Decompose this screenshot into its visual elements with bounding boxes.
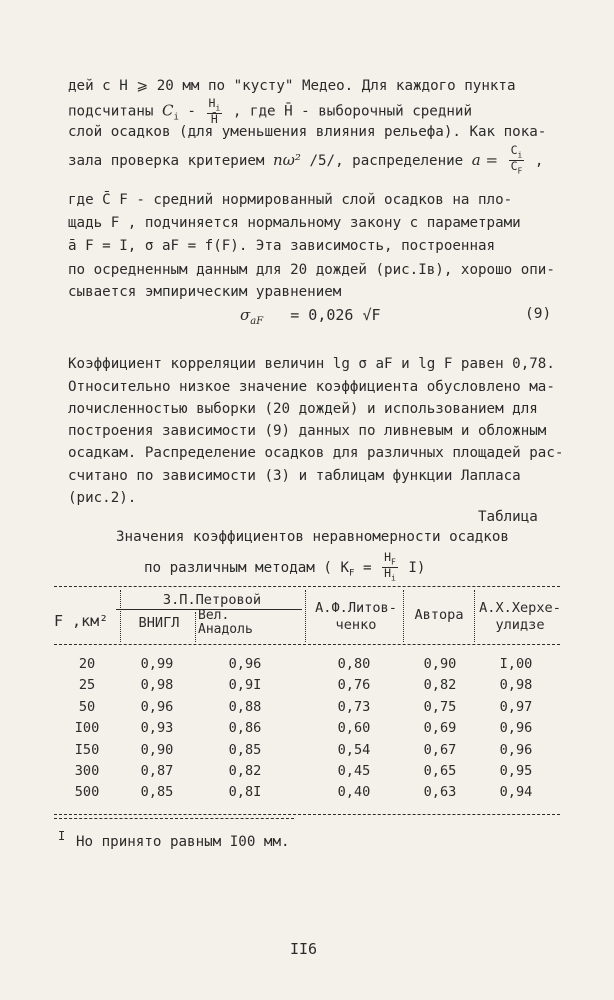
table-cell-value: 0,95 (499, 763, 533, 779)
table-cell-area: 20 (78, 656, 96, 672)
table-label: Таблица (478, 509, 538, 525)
sigma-subscript: aF (250, 316, 264, 327)
table-cell-area: 25 (78, 677, 96, 694)
text-fragment: , (526, 152, 544, 169)
table-cell-value: 0,98 (140, 677, 174, 694)
paragraph2-line7: (рис.2). (68, 490, 137, 506)
table-cell-area: 50 (78, 698, 96, 715)
table-cell-value: 0,40 (337, 784, 371, 801)
equation-9 (240, 306, 381, 327)
text-fragment: зала проверка критерием (68, 152, 273, 169)
table-cell-value: 0,67 (423, 741, 457, 758)
paragraph1-line8: по осредненным данным для 20 дождей (рис.Iв), хорошо опи- (68, 262, 555, 278)
table-cell-value: 0,94 (499, 784, 533, 801)
table-cell-value: 0,88 (228, 698, 262, 715)
table-cell-area: I50 (74, 741, 100, 758)
header-bottom-rule (54, 644, 560, 645)
footnote-text: Но принято равным I00 мм. (76, 834, 290, 850)
paragraph2-line4: построения зависимости (9) данных по ливневым и обложным (68, 423, 547, 439)
table-cell-area: 300 (74, 763, 100, 779)
a-symbol: a = (471, 150, 499, 169)
header-area: F ,км² (54, 612, 109, 630)
table-bottom-rule (54, 814, 560, 815)
text-fragment: подсчитаны (68, 103, 162, 120)
fraction-denominator: H̄ (210, 112, 218, 127)
header-author: Автора (414, 607, 464, 623)
footnote-ref: I) (399, 559, 426, 576)
paragraph1-line1: дей с H ⩾ 20 мм по "кусту" Медео. Для каждого пункта (68, 78, 516, 94)
paragraph1-line5: где C̄ F - средний нормированный слой осадков на пло- (68, 192, 513, 208)
header-litov-line1: А.Ф.Литов- (315, 600, 397, 616)
table-cell-value: 0,75 (423, 698, 457, 715)
header-anadol: Анадоль (198, 622, 253, 637)
table-cell-value: 0,85 (228, 741, 262, 758)
table-cell-value: 0,96 (140, 698, 174, 715)
table-cell-value: 0,69 (423, 720, 457, 737)
table-cell-value: 0,90 (423, 656, 457, 672)
header-vel-anadol (198, 609, 298, 637)
header-vnigl: ВНИГЛ (138, 615, 180, 631)
header-separator (120, 590, 121, 642)
table-cell-value: 0,98 (499, 677, 533, 694)
table-cell-value: 0,96 (228, 656, 262, 672)
paragraph1-line9: сывается эмпирическим уравнением (68, 284, 342, 300)
table-cell-value: 0,96 (499, 720, 533, 737)
table-cell-value: 0,9I (228, 677, 262, 694)
header-separator (305, 590, 306, 642)
ci-over-cf-fraction (509, 145, 525, 177)
table-cell-value: 0,80 (337, 656, 371, 672)
table-cell-value: 0,96 (499, 741, 533, 758)
ci-symbol: C (161, 101, 174, 120)
text-fragment: по различным методам ( K (144, 559, 349, 576)
fraction-numerator: $H_i$ (208, 96, 221, 113)
equals-sign: = (354, 559, 372, 576)
paragraph1-line3: слой осадков (для уменьшения влияния рельефа). Как пока- (68, 124, 547, 140)
criterion-symbol: nω² (273, 150, 301, 169)
table-cell-value: 0,86 (228, 720, 262, 737)
header-litov-line2: ченко (335, 617, 377, 633)
table-cell-value: 0,65 (423, 763, 457, 779)
table-cell-value: 0,85 (140, 784, 174, 801)
footnote-mark: I (58, 829, 66, 843)
footnote-rule (54, 818, 294, 819)
table-cell-value: 0,45 (337, 763, 371, 779)
sigma-symbol: σ (240, 306, 251, 324)
table-cell-value: 0,82 (228, 763, 262, 779)
table-title-line1: Значения коэффициентов неравномерности осадков (116, 529, 509, 545)
table-cell-value: 0,90 (140, 741, 174, 758)
header-kherkh-line2: улидзе (495, 617, 545, 633)
table-cell-value: 0,97 (499, 698, 533, 715)
page-number: II6 (290, 940, 318, 958)
header-separator (474, 590, 475, 642)
paragraph1-line4 (68, 145, 558, 177)
header-kherkheulidze (476, 600, 564, 634)
table-cell-value: 0,73 (337, 698, 371, 715)
header-separator (195, 612, 196, 642)
table-cell-value: 0,82 (423, 677, 457, 694)
paragraph2-line6: считано по зависимости (3) и таблицам функции Лапласа (68, 468, 521, 484)
header-litovchenko (308, 600, 404, 634)
kf-subscript: F (349, 568, 355, 579)
table-top-rule (54, 586, 560, 587)
table-cell-value: 0,87 (140, 763, 174, 779)
table-cell-value: 0,93 (140, 720, 174, 737)
table-cell-value: 0,60 (337, 720, 371, 737)
paragraph1-line6: щадь F , подчиняется нормальному закону с параметрами (68, 215, 521, 231)
equation-number: (9) (525, 306, 552, 322)
paragraph1-line7: ā F = I, σ aF = f(F). Эта зависимость, построенная (68, 238, 496, 254)
header-vel: Вел. (198, 608, 230, 623)
table-cell-value: I,00 (499, 656, 533, 672)
paragraph2-line3: лочисленностью выборки (20 дождей) и использованием для (68, 401, 538, 417)
table-cell-value: 0,54 (337, 741, 371, 758)
ci-subscript: i (173, 112, 179, 123)
paragraph2-line1: Коэффициент корреляции величин lg σ aF и lg F равен 0,78. (68, 356, 555, 372)
table-cell-value: 0,99 (140, 656, 174, 672)
table-cell-area: I00 (74, 720, 100, 737)
header-group-petrova: З.П.Петровой (162, 592, 262, 608)
table-cell-value: 0,76 (337, 677, 371, 694)
equation-rhs: = 0,026 √F (290, 306, 381, 324)
fraction-denominator: $C_F$ (510, 159, 523, 176)
fraction-numerator: $C_i$ (510, 143, 523, 160)
minus-sign: - (178, 103, 196, 120)
table-cell-area: 500 (74, 784, 100, 801)
text-fragment: , где H̄ - выборочный средний (232, 103, 472, 120)
fraction-numerator: $H_F$ (384, 550, 396, 567)
table-cell-value: 0,8I (228, 784, 262, 801)
paragraph2-line5: осадкам. Распределение осадков для различных площадей рас- (68, 445, 564, 461)
table-cell-value: 0,63 (423, 784, 457, 801)
table-title-line2 (144, 552, 544, 584)
fraction-denominator: $H_i$ (384, 566, 396, 583)
header-kherkh-line1: А.Х.Херхе- (479, 600, 561, 616)
paragraph2-line2: Относительно низкое значение коэффициента обусловлено ма- (68, 379, 555, 395)
hf-over-hi-fraction (382, 552, 398, 584)
text-fragment: /5/, распределение (300, 152, 472, 169)
